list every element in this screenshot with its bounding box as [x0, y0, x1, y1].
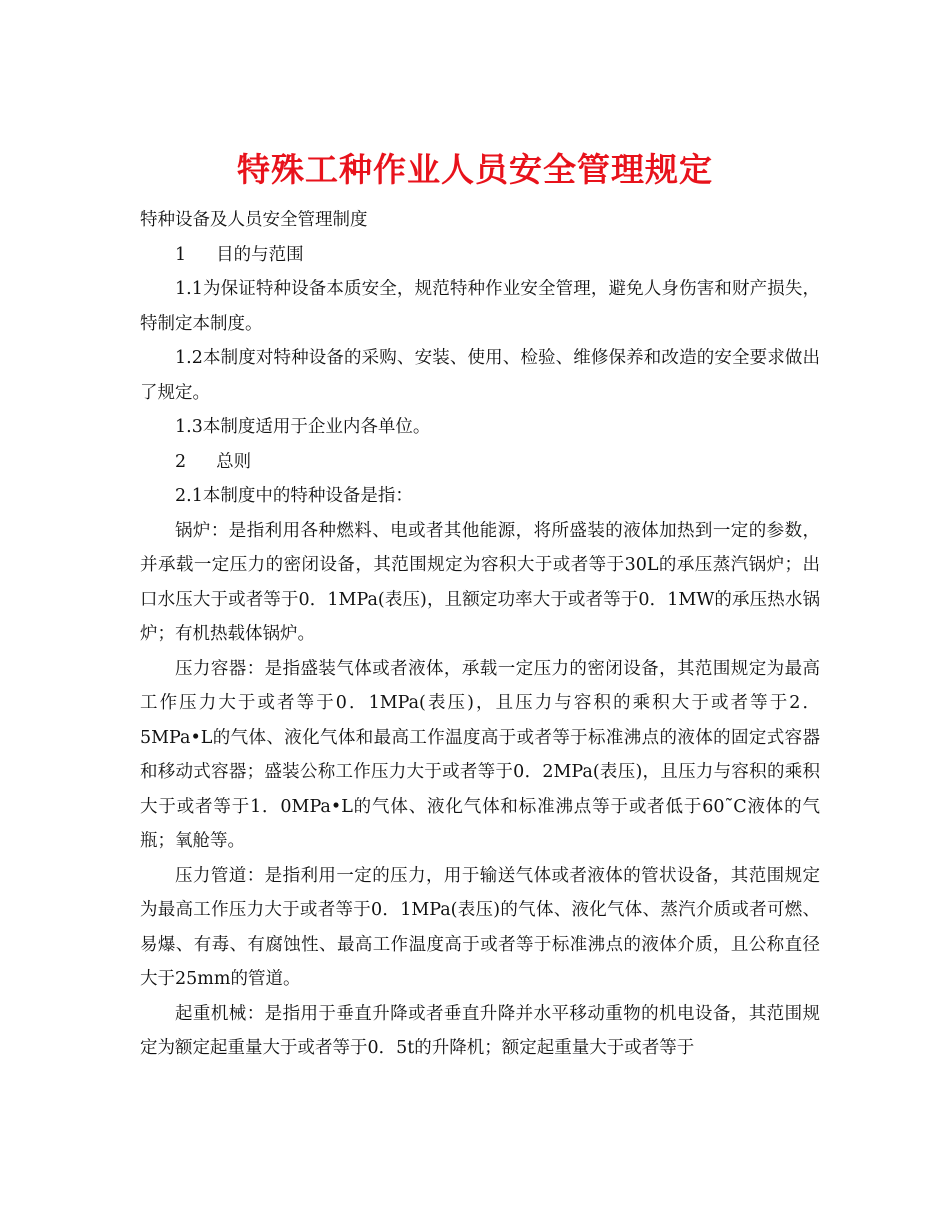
section-heading-1 — [140, 238, 820, 273]
paragraph-lifting-machinery: 起重机械：是指用于垂直升降或者垂直升降并水平移动重物的机电设备，其范围规定为额定起重量大于或者等于0．5t的升降机；额定起重量大于或者等于 — [140, 1003, 820, 1058]
section-number: 1 — [175, 244, 187, 265]
paragraph: 2.1本制度中的特种设备是指： — [175, 486, 413, 506]
paragraph-pressure-pipeline: 压力管道：是指利用一定的压力，用于输送气体或者液体的管状设备，其范围规定为最高工作压力大于或者等于0．1MPa(表压)的气体、液化气体、蒸汽介质或者可燃、易爆、有毒、有腐蚀性、最高工作温度高于或者等于标准沸点的液体介质，且公称直径大于25mm的管道。 — [140, 865, 820, 989]
section-title: 总则 — [216, 451, 252, 472]
paragraph: 1.3本制度适用于企业内各单位。 — [175, 417, 431, 437]
document-body — [140, 203, 820, 1066]
paragraph: 1.2本制度对特种设备的采购、安装、使用、检验、维修保养和改造的安全要求做出了规定。 — [140, 348, 820, 403]
paragraph-boiler: 锅炉：是指利用各种燃料、电或者其他能源，将所盛装的液体加热到一定的参数，并承载一定压力的密闭设备，其范围规定为容积大于或者等于30L的承压蒸汽锅炉；出口水压大于或者等于0．1MPa(表压)，且额定功率大于或者等于0．1MW的承压热水锅炉；有机热载体锅炉。 — [140, 520, 820, 644]
section-title: 目的与范围 — [216, 244, 304, 265]
section-number: 2 — [175, 451, 187, 472]
section-heading-2 — [140, 445, 820, 480]
paragraph-subtitle: 特种设备及人员安全管理制度 — [140, 210, 368, 230]
paragraph-pressure-vessel: 压力容器：是指盛装气体或者液体，承载一定压力的密闭设备，其范围规定为最高工作压力大于或者等于0．1MPa(表压)，且压力与容积的乘积大于或者等于2．5MPa•L的气体、液化气体和最高工作温度高于或者等于标准沸点的液体的固定式容器和移动式容器；盛装公称工作压力大于或者等于0．2MPa(表压)，且压力与容积的乘积大于或者等于1．0MPa•L的气体、液化气体和标准沸点等于或者低于60˜C液体的气瓶；氧舱等。 — [140, 658, 820, 851]
paragraph: 1.1为保证特种设备本质安全，规范特种作业安全管理，避免人身伤害和财产损失，特制定本制度。 — [140, 279, 820, 334]
document-title: 特殊工种作业人员安全管理规定 — [237, 150, 713, 190]
